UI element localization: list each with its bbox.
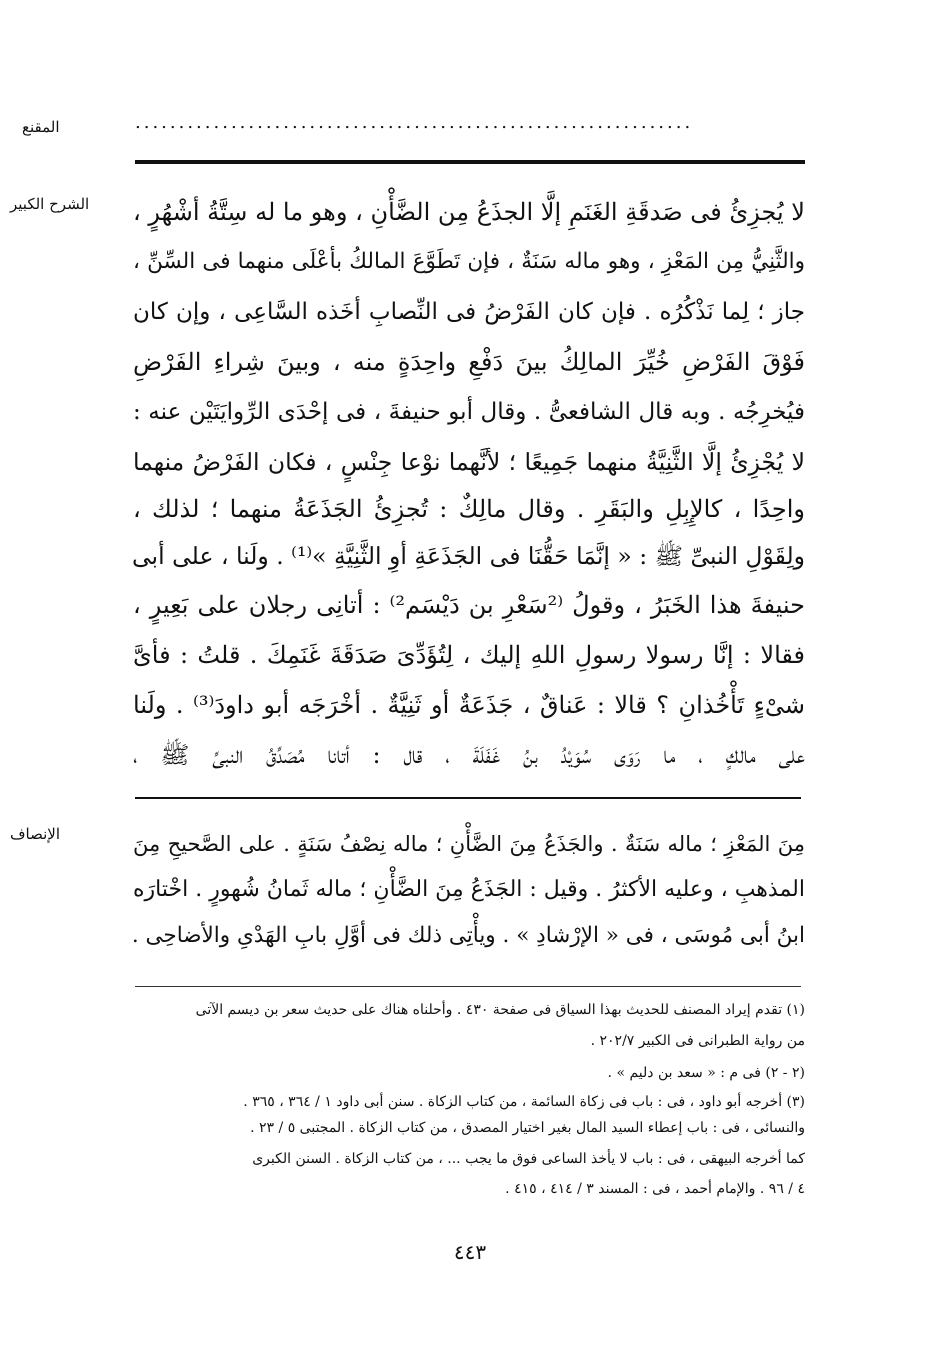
section-label-sharh: الشرح الكبير [10,195,90,213]
section-divider [135,797,801,799]
sharh-line: ولِقَوْلِ النبىِّ ﷺ : « إنَّمَا حَقُّنَا فى الجَذَعَةِ أوِ الثَّنِيَّةِ »⁽¹⁾ . ولَنا ، على أبى [131,542,805,570]
sharh-line: جاز ؛ لِما نَذْكُرُه . فإن كان الفَرْضُ فى النِّصابِ أخَذه السَّاعِى ، وإن كان [133,299,805,325]
page-number: ٤٤٣ [453,1240,487,1264]
book-title: المقنع [22,118,60,136]
header-dotted-leader: ................................................................ [135,112,694,133]
footnote-line: كما أخرجه البيهقى ، فى : باب لا يأخذ الساعى فوق ما يجب ... ، من كتاب الزكاة . السنن الكبرى [252,1151,805,1167]
sharh-line: على مالكٍ ، ما رَوَى سُوَيْدُ بنُ غَفَلَةَ ، قال : أتانا مُصَدِّقُ النبىِّ ﷺ ، [133,741,805,769]
footnote-line: والنسائى ، فى : باب إعطاء السيد المال بغير اختيار المصدق ، من كتاب الزكاة . المجتبى ٥ / ٢٣ . [250,1120,805,1136]
header-rule [135,160,805,164]
sharh-line: حنيفةَ هذا الخَبَرُ ، وقولُ ⁽²سَعْرِ بن دَيْسَم²⁾ : أتانِى رجلان على بَعِيرٍ ، [133,591,806,619]
sharh-line: فيُخرِجُه . وبه قال الشافعىُّ . وقال أبو حنيفةَ ، فى إحْدَى الرِّوايَتَيْن عنه : [133,399,805,425]
insaf-line: المذهبِ ، وعليه الأكثرُ . وقيل : الجَذَعُ مِنَ الضَّأْنِ ؛ ماله ثَمانُ شُهورٍ . اخْتارَه [133,877,805,902]
sharh-line: فقالا : إنَّا رسولا رسولِ اللهِ إليك ، لِتُؤَدِّىَ صَدَقَةَ غَنَمِكَ . قلتُ : فأىَّ [133,641,805,669]
sharh-line: لا يُجْزِئُ إلَّا الثَّنِيَّةُ منهما جَمِيعًا ؛ لأنَّهما نوْعا جِنْسٍ ، فكان الفَرْضُ منهما [133,448,805,476]
footnote-line: (٣) أخرجه أبو داود ، فى : باب فى زكاة السائمة ، من كتاب الزكاة . سنن أبى داود ١ / ٣٦٤ ، ٣٦٥ . [243,1094,805,1110]
sharh-line: فَوْقَ الفَرْضِ خُيِّرَ المالِكُ بينَ دَفْعِ واحِدَةٍ منه ، وبينَ شِراءِ الفَرْضِ [133,348,805,376]
footnote-divider [135,986,801,987]
sharh-line: شىْءٍ تَأْخُذانِ ؟ قالا : عَناقٌ ، جَذَعَةٌ أو ثَنِيَّةٌ . أخْرَجَه أبو داودَ⁽³⁾ . ولَنا [133,691,805,719]
insaf-line: مِنَ المَعْزِ ؛ ماله سَنَةٌ . والجَذَعُ مِنَ الضَّأْنِ ؛ ماله نِصْفُ سَنَةٍ . على الصَّحيحِ مِنَ [133,832,805,856]
footnote-line: (١) تقدم إيراد المصنف للحديث بهذا السياق فى صفحة ٤٣٠ . وأحلناه هناك على حديث سعر بن ديسم الآتى [195,1002,805,1018]
sharh-line: لا يُجزِئُ فى صَدقَةِ الغَنَمِ إلَّا الجذَعُ مِن الضَّأْنِ ، وهو ما له سِتَّةُ أشْهُرٍ ، [133,198,805,226]
section-label-insaf: الإنصاف [10,825,61,843]
footnote-line: ٤ / ٩٦ . والإمام أحمد ، فى : المسند ٣ / ٤١٤ ، ٤١٥ . [505,1181,805,1197]
footnote-line: من رواية الطبرانى فى الكبير ٢٠٢/٧ . [590,1033,805,1049]
sharh-line: والثَّنِيُّ مِن المَعْزِ ، وهو ماله سَنَةٌ ، فإن تَطَوَّعَ المالكُ بأعْلَى منهما فى السِّنِّ ، [133,249,805,274]
footnote-line: (٢ - ٢) فى م : « سعد بن دليم » . [607,1065,805,1081]
sharh-line: واحِدًا ، كالإِبِلِ والبَقَرِ . وقال مالِكٌ : تُجزِئُ الجَذَعَةُ منهما ؛ لذلك ، [133,495,805,523]
insaf-line: ابنُ أبى مُوسَى ، فى « الإرْشادِ » . ويأْتِى ذلك فى أوَّلِ بابِ الهَدْىِ والأضاحِى . [131,923,805,948]
